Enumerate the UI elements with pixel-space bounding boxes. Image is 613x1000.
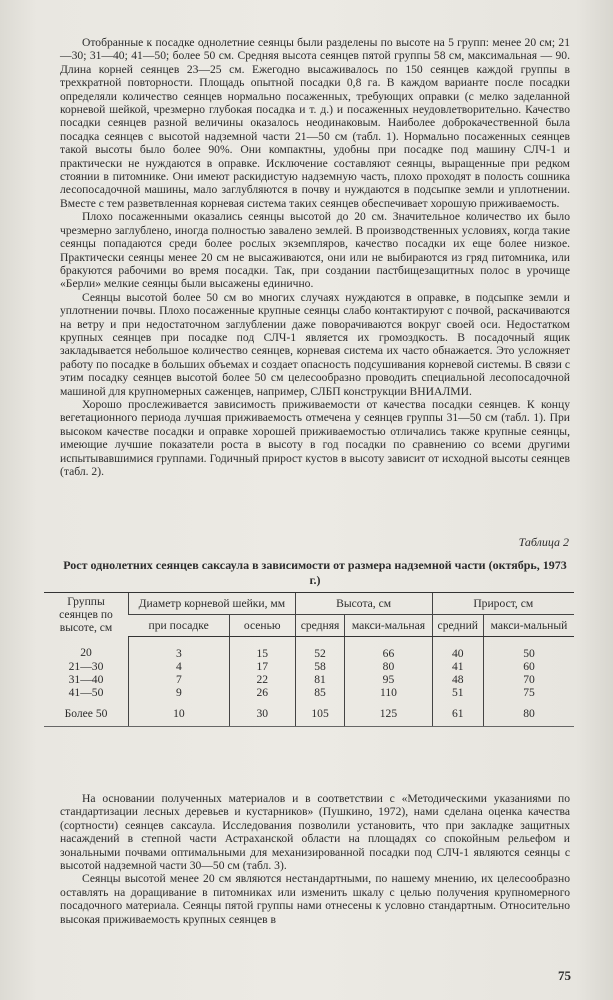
cell-avg-height: 52	[295, 636, 345, 660]
cell-max-growth: 50	[484, 636, 574, 660]
cell-avg-growth: 41	[432, 660, 484, 673]
header-max-growth: макси-мальный	[484, 614, 574, 636]
cell-diameter-autumn: 15	[229, 636, 295, 660]
cell-group: 21—30	[68, 659, 104, 673]
cell-max-growth: 70	[484, 673, 574, 686]
cell-group: 41—50	[68, 685, 104, 699]
cell-avg-growth: 51	[432, 686, 484, 699]
body-text-top	[60, 36, 570, 478]
cell-diameter-autumn: 22	[229, 673, 295, 686]
cell-max-growth: 75	[484, 686, 574, 699]
cell-group: 31—40	[68, 672, 104, 686]
header-growth: Прирост, см	[432, 593, 574, 615]
table-row	[44, 660, 574, 673]
cell-avg-growth: 48	[432, 673, 484, 686]
cell-max-height: 80	[345, 660, 432, 673]
paragraph: На основании полученных материалов и в соответствии с «Методическими указаниями по стандартизации лесных деревьев и кустарников» (Пушкино, 1972), нами сделана оценка качества (сортности) сеянцев саксаула. Исследования позволили установить, что при закладке защитных насаждений в степной части Астраханской области на площадях со спокойным рельефом и зональными почвами оптимальными для механизированной посадки под СЛЧ-1 являются сеянцы с высотой надземной части 30—50 см (табл. 3).	[60, 792, 570, 873]
header-height: Высота, см	[295, 593, 432, 615]
body-text-bottom	[60, 792, 570, 926]
table-title: Рост однолетних сеянцев саксаула в зависимости от размера надземной части (октябрь, 1973 г.)	[63, 558, 567, 587]
header-at-planting: при посадке	[129, 614, 230, 636]
cell-max-growth: 80	[484, 699, 574, 727]
cell-avg-height: 105	[295, 699, 345, 727]
cell-avg-height: 58	[295, 660, 345, 673]
header-avg-height: средняя	[295, 614, 345, 636]
cell-max-height: 95	[345, 673, 432, 686]
cell-group: Более 50	[44, 699, 129, 727]
cell-max-growth: 60	[484, 660, 574, 673]
table-row	[44, 673, 574, 686]
cell-diameter-planting: 9	[129, 686, 230, 699]
paragraph: Отобранные к посадке однолетние сеянцы были разделены по высоте на 5 групп: менее 20 см; 21—30; 31—40; 41—50; более 50 см. Средняя высота сеянцев пятой группы 58 см, максимальная — 90. Длина корней сеянцев 23—25 см. Ежегодно высаживалось по 150 сеянцев каждой группы в трехкратной повторности. Площадь опытной посадки 0,8 га. В каждом варианте после посадки определяли количество сеянцев нормально посаженных, требующих оправки (с мелко заделанной корневой шейкой, чрезмерно глубокая посадка и т. д.) и посаженных неудовлетворительно. Качество посадки сеянцев разной величины оказалось неодинаковым. Наиболее доброкачественной была посадка сеянцев с высотой надземной части 21—50 см (табл. 1). Нормально посаженных сеянцев такой высоты было более 90%. Они компактны, удобны при посадке под машину СЛЧ-1 и практически не нуждаются в оправке. Исключение составляют сеянцы, выращенные при редком стоянии в питомнике. Они имеют раскидистую надземную часть, плохо проходят в полость сошника лесопосадочной машины, мало заглубляются в почву и нуждаются в подсыпке земли и уплотнении. Вместе с тем разветвленная корневая система таких сеянцев обеспечивает хорошую приживаемость.	[60, 36, 570, 210]
header-group: Группы сеянцев по высоте, см	[44, 593, 129, 637]
cell-max-height: 125	[345, 699, 432, 727]
paragraph: Плохо посаженными оказались сеянцы высотой до 20 см. Значительное количество их было чрезмерно заглублено, иногда полностью завалено землей. В производственных условиях, когда такие сеянцы попадаются среди более рослых экземпляров, качество посадки их еще более низкое. Практически сеянцы менее 20 см не высаживаются, они или не выбираются из гряд питомника, или бракуются рабочими во время посадки. Так, при создании пастбищезащитных полос в урочище «Берли» мелкие сеянцы были высажены единично.	[60, 210, 570, 291]
header-avg-growth: средний	[432, 614, 484, 636]
growth-table	[44, 592, 574, 727]
cell-diameter-planting: 4	[129, 660, 230, 673]
cell-avg-growth: 40	[432, 636, 484, 660]
table-row	[44, 699, 574, 727]
cell-avg-height: 81	[295, 673, 345, 686]
header-diameter: Диаметр корневой шейки, мм	[129, 593, 296, 615]
cell-diameter-autumn: 26	[229, 686, 295, 699]
table-row	[44, 636, 574, 660]
cell-diameter-planting: 3	[129, 636, 230, 660]
cell-diameter-autumn: 17	[229, 660, 295, 673]
cell-diameter-autumn: 30	[229, 699, 295, 727]
table-row	[44, 686, 574, 699]
header-max-height: макси-мальная	[345, 614, 432, 636]
cell-diameter-planting: 7	[129, 673, 230, 686]
cell-avg-growth: 61	[432, 699, 484, 727]
cell-avg-height: 85	[295, 686, 345, 699]
cell-group: 20	[80, 646, 92, 659]
page-number: 75	[558, 968, 571, 983]
header-autumn: осенью	[229, 614, 295, 636]
cell-max-height: 66	[345, 636, 432, 660]
paragraph: Хорошо прослеживается зависимость приживаемости от качества посадки сеянцев. К концу вегетационного периода лучшая приживаемость отмечена у сеянцев группы 31—50 см (табл. 1). При высоком качестве посадки и оправке хорошей приживаемостью отличались также крупные сеянцы, имеющие лучшие показатели роста в высоту в год посадки по сравнению со всеми другими испытывавшимися группами. Годичный прирост кустов в высоту зависит от исходной высоты сеянцев (табл. 2).	[60, 397, 570, 478]
table-label: Таблица 2	[518, 535, 569, 549]
paragraph: Сеянцы высотой более 50 см во многих случаях нуждаются в оправке, в подсыпке земли и уплотнении почвы. Плохо посаженные крупные сеянцы слабо контактируют с почвой, раскачиваются на ветру и при недостаточном заглублении даже поворачиваются вокруг своей оси. Недостатком крупных сеянцев при посадке под СЛЧ-1 является их громоздкость. В посадочный ящик закладывается небольшое количество сеянцев, корневая система их часто обнажается. Это усложняет работу по посадке в больших объемах и создает опасность подсушивания корневой системы. В связи с этим посадку сеянцев высотой более 50 см целесообразно проводить специальной лесопосадочной машиной для крупномерных саженцев, например, СЛБП конструкции ВНИАЛМИ.	[60, 290, 570, 398]
cell-max-height: 110	[345, 686, 432, 699]
cell-diameter-planting: 10	[129, 699, 230, 727]
paragraph: Сеянцы высотой менее 20 см являются нестандартными, по нашему мнению, их целесообразно оставлять на доращивание в питомниках или изменить шкалу с целью получения крупномерного посадочного материала. Сеянцы пятой группы нами отнесены к условно стандартным. Относительно высокая приживаемость крупных сеянцев в	[60, 872, 570, 926]
